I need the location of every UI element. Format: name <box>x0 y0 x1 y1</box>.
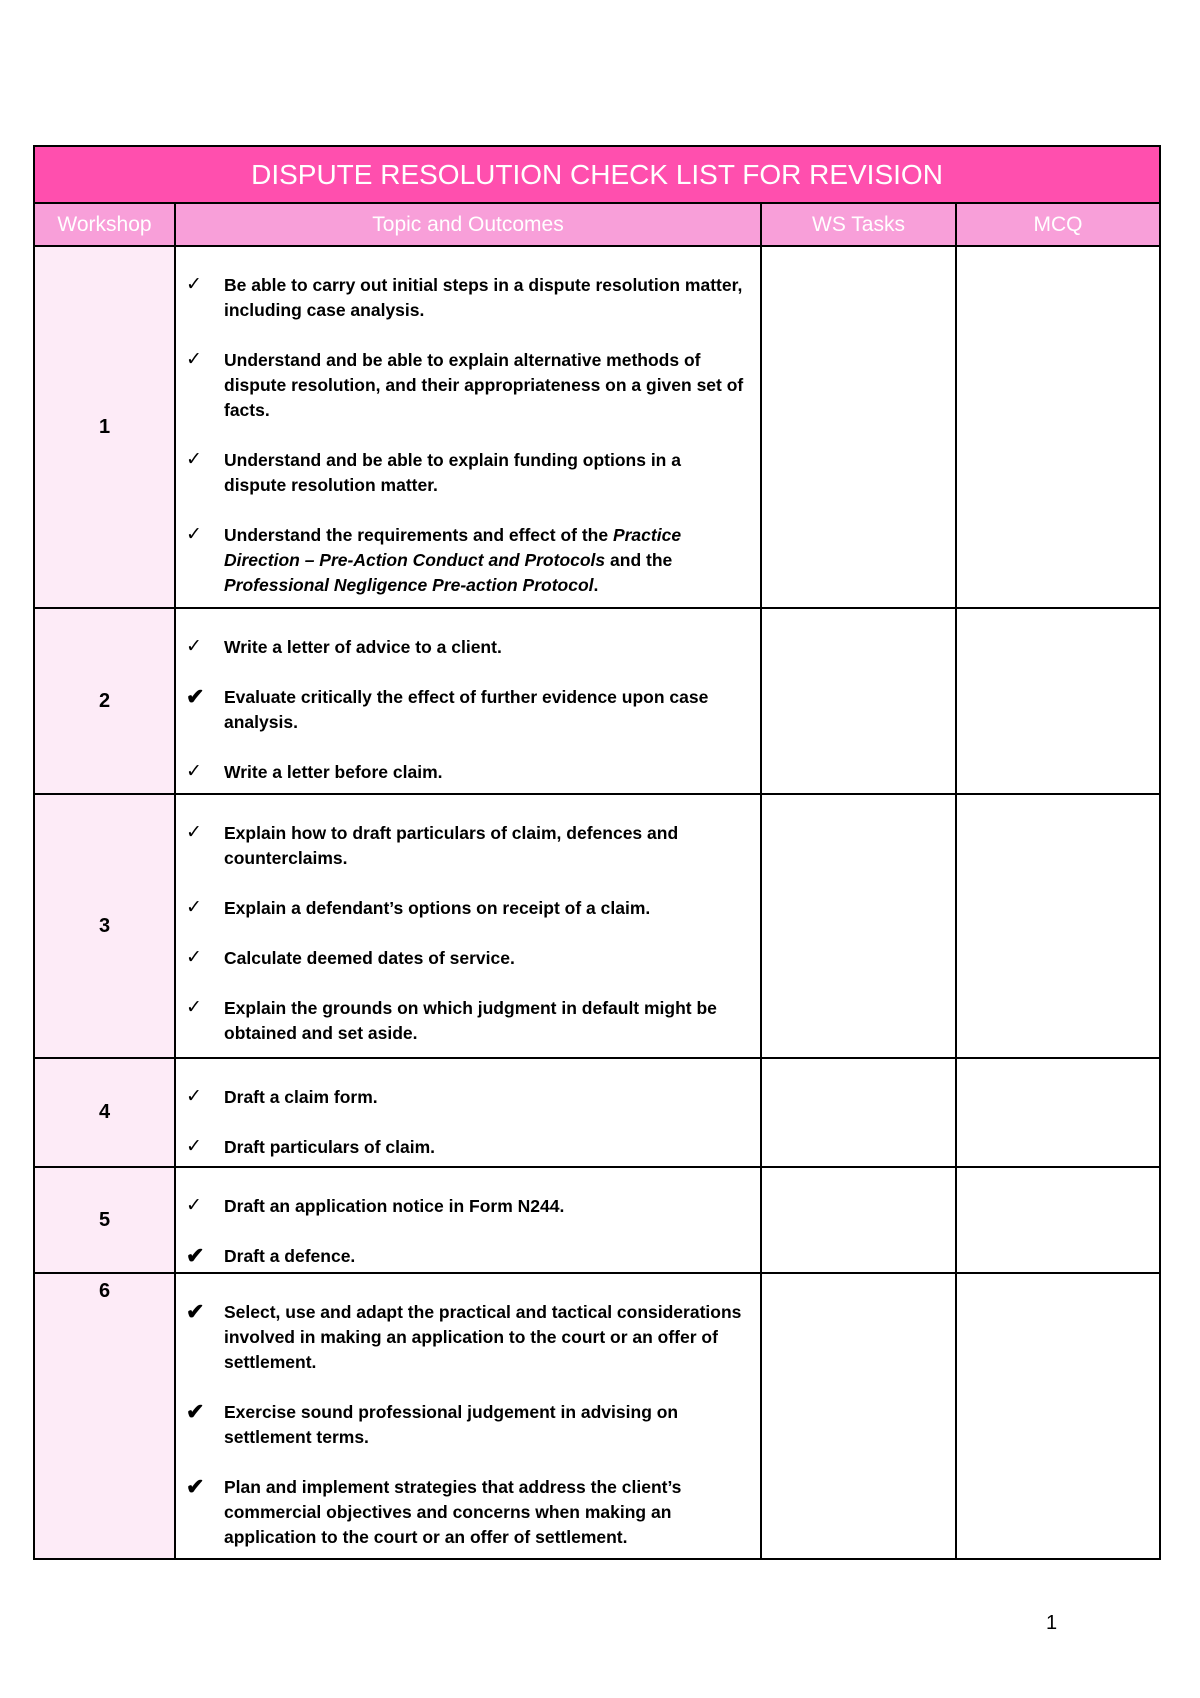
column-header-workshop: Workshop <box>34 203 175 246</box>
ws-tasks-cell[interactable] <box>761 1273 956 1559</box>
check-icon: ✓ <box>186 449 202 470</box>
outcome-item <box>186 273 748 323</box>
outcome-text: Understand and be able to explain alternative methods of dispute resolution, and their appropriateness on a given set of facts. <box>224 350 744 420</box>
check-icon: ✓ <box>186 636 202 657</box>
column-header-row <box>34 203 1160 246</box>
mcq-cell[interactable] <box>956 246 1160 608</box>
outcome-item <box>186 996 748 1046</box>
heavy-check-icon: ✔ <box>186 1399 205 1424</box>
outcome-item <box>186 448 748 498</box>
workshop-row-3 <box>34 794 1160 1058</box>
outcome-text: Explain how to draft particulars of claim, defences and counterclaims. <box>224 823 679 868</box>
outcome-text: Select, use and adapt the practical and tactical considerations involved in making an application to the court or an offer of settlement. <box>224 1302 742 1372</box>
ws-tasks-cell[interactable] <box>761 608 956 794</box>
outcome-text: Be able to carry out initial steps in a dispute resolution matter, including case analysis. <box>224 275 743 320</box>
check-icon: ✓ <box>186 997 202 1018</box>
outcome-text: Draft particulars of claim. <box>224 1137 436 1157</box>
outcome-text-part: Understand the requirements and effect of the <box>224 525 613 545</box>
outcome-list <box>176 1300 760 1550</box>
topic-outcomes-cell <box>175 1058 761 1167</box>
check-icon: ✓ <box>186 761 202 782</box>
ws-tasks-cell[interactable] <box>761 1058 956 1167</box>
outcome-item <box>186 1085 748 1110</box>
workshop-row-2 <box>34 608 1160 794</box>
checklist-title: DISPUTE RESOLUTION CHECK LIST FOR REVISION <box>34 146 1160 203</box>
outcome-text: Explain a defendant’s options on receipt of a claim. <box>224 898 651 918</box>
ws-tasks-cell[interactable] <box>761 246 956 608</box>
revision-checklist-table <box>33 145 1161 1560</box>
mcq-cell[interactable] <box>956 608 1160 794</box>
outcome-item <box>186 523 748 598</box>
practice-direction-title: Practice Direction – Pre-Action Conduct and Protocols <box>224 525 682 570</box>
mcq-cell[interactable] <box>956 794 1160 1058</box>
outcome-item <box>186 1244 748 1269</box>
heavy-check-icon: ✔ <box>186 684 205 709</box>
outcome-item <box>186 946 748 971</box>
outcome-text: Draft a claim form. <box>224 1087 378 1107</box>
workshop-number: 2 <box>34 608 175 794</box>
topic-outcomes-cell <box>175 1167 761 1273</box>
check-icon: ✓ <box>186 1086 202 1107</box>
page-number: 1 <box>1046 1612 1058 1634</box>
outcome-item <box>186 1400 748 1450</box>
outcome-text: Write a letter of advice to a client. <box>224 637 502 657</box>
outcome-text <box>224 523 748 598</box>
outcome-item <box>186 635 748 660</box>
workshop-number: 6 <box>34 1273 175 1559</box>
protocol-title: Professional Negligence Pre-action Protocol <box>224 575 594 595</box>
outcome-list <box>176 821 760 1046</box>
workshop-row-6 <box>34 1273 1160 1559</box>
workshop-row-5 <box>34 1167 1160 1273</box>
check-icon: ✓ <box>186 897 202 918</box>
outcome-item <box>186 685 748 735</box>
column-header-mcq: MCQ <box>956 203 1160 246</box>
topic-outcomes-cell <box>175 246 761 608</box>
workshop-number: 5 <box>34 1167 175 1273</box>
outcome-item <box>186 1300 748 1375</box>
title-row <box>34 146 1160 203</box>
outcome-item <box>186 896 748 921</box>
outcome-text: Evaluate critically the effect of further evidence upon case analysis. <box>224 687 709 732</box>
ws-tasks-cell[interactable] <box>761 1167 956 1273</box>
outcome-item <box>186 348 748 423</box>
column-header-topic-outcomes: Topic and Outcomes <box>175 203 761 246</box>
workshop-number: 4 <box>34 1058 175 1167</box>
workshop-row-1 <box>34 246 1160 608</box>
workshop-row-4 <box>34 1058 1160 1167</box>
outcome-list <box>176 1194 760 1269</box>
topic-outcomes-cell <box>175 1273 761 1559</box>
outcome-text: Calculate deemed dates of service. <box>224 948 515 968</box>
outcome-list <box>176 635 760 785</box>
outcome-list <box>176 1085 760 1160</box>
outcome-text: Exercise sound professional judgement in advising on settlement terms. <box>224 1402 679 1447</box>
outcome-text: Write a letter before claim. <box>224 762 443 782</box>
check-icon: ✓ <box>186 947 202 968</box>
check-icon: ✓ <box>186 274 202 295</box>
outcome-text-part: and the <box>605 550 673 570</box>
outcome-list <box>176 273 760 598</box>
check-icon: ✓ <box>186 1195 202 1216</box>
outcome-text: Draft a defence. <box>224 1246 356 1266</box>
column-header-ws-tasks: WS Tasks <box>761 203 956 246</box>
outcome-item <box>186 1135 748 1160</box>
check-icon: ✓ <box>186 1136 202 1157</box>
topic-outcomes-cell <box>175 608 761 794</box>
check-icon: ✓ <box>186 524 202 545</box>
outcome-text: Draft an application notice in Form N244. <box>224 1196 565 1216</box>
heavy-check-icon: ✔ <box>186 1299 205 1324</box>
heavy-check-icon: ✔ <box>186 1243 205 1268</box>
check-icon: ✓ <box>186 349 202 370</box>
mcq-cell[interactable] <box>956 1058 1160 1167</box>
mcq-cell[interactable] <box>956 1273 1160 1559</box>
workshop-number: 3 <box>34 794 175 1058</box>
ws-tasks-cell[interactable] <box>761 794 956 1058</box>
check-icon: ✓ <box>186 822 202 843</box>
outcome-text-part: . <box>593 575 599 595</box>
outcome-text: Plan and implement strategies that address the client’s commercial objectives and concerns when making an application to the court or an offer of settlement. <box>224 1477 682 1547</box>
outcome-item <box>186 821 748 871</box>
mcq-cell[interactable] <box>956 1167 1160 1273</box>
workshop-number: 1 <box>34 246 175 608</box>
heavy-check-icon: ✔ <box>186 1474 205 1499</box>
outcome-item <box>186 1475 748 1550</box>
topic-outcomes-cell <box>175 794 761 1058</box>
outcome-item <box>186 1194 748 1219</box>
outcome-text: Explain the grounds on which judgment in default might be obtained and set aside. <box>224 998 717 1043</box>
outcome-text: Understand and be able to explain funding options in a dispute resolution matter. <box>224 450 681 495</box>
outcome-item <box>186 760 748 785</box>
